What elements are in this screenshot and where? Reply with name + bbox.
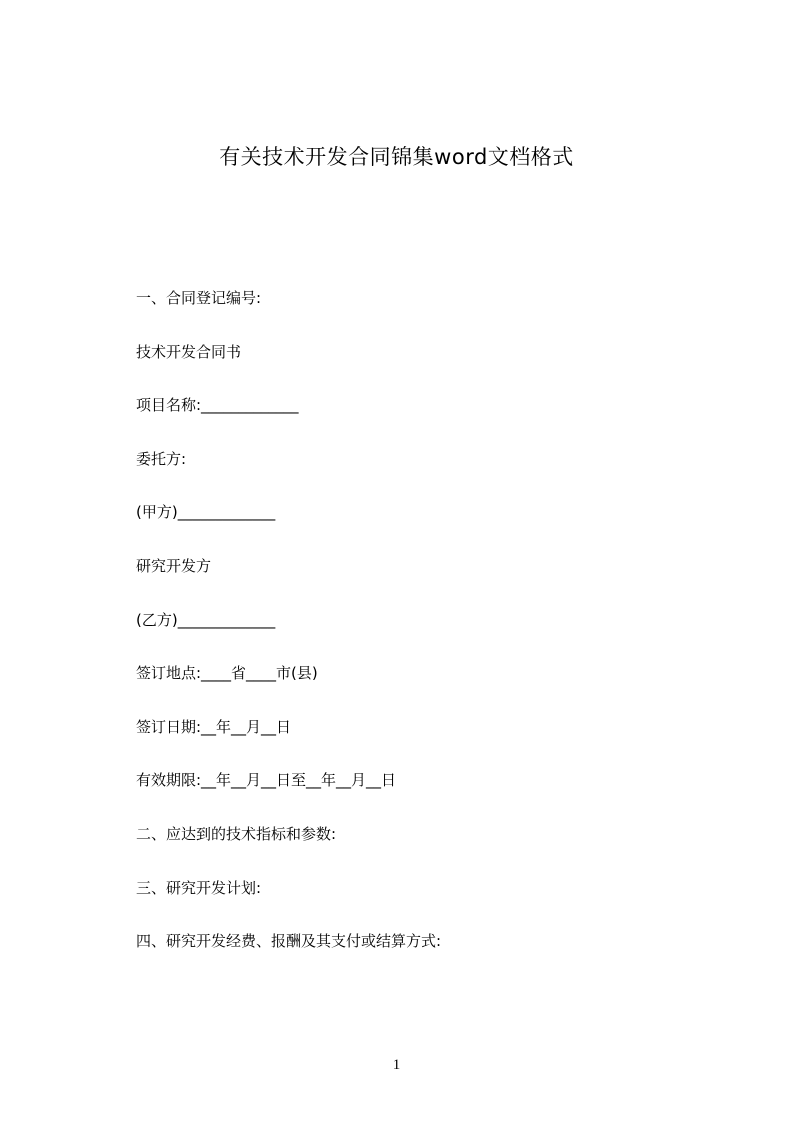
document-body bbox=[136, 287, 696, 984]
document-title: 有关技术开发合同锦集word文档格式 bbox=[219, 145, 574, 169]
section-development-plan: 三、研究开发计划: bbox=[136, 878, 262, 897]
line-project-name: 项目名称:_____________ bbox=[136, 396, 299, 415]
line-validity-period: 有效期限:__年__月__日至__年__月__日 bbox=[136, 771, 397, 790]
line-client-label: 委托方: bbox=[136, 449, 187, 468]
section-funding-payment: 四、研究开发经费、报酬及其支付或结算方式: bbox=[136, 932, 442, 951]
line-signing-place: 签订地点:____省____市(县) bbox=[136, 664, 318, 683]
line-developer-label: 研究开发方 bbox=[136, 556, 212, 575]
page-number: 1 bbox=[392, 1057, 401, 1073]
line-contract-registration-number: 一、合同登记编号: bbox=[136, 289, 262, 307]
line-contract-heading: 技术开发合同书 bbox=[136, 342, 242, 361]
section-technical-indicators: 二、应达到的技术指标和参数: bbox=[136, 824, 337, 843]
line-signing-date: 签订日期:__年__月__日 bbox=[136, 717, 292, 736]
line-party-b: (乙方)_____________ bbox=[136, 610, 276, 629]
line-party-a: (甲方)_____________ bbox=[136, 503, 276, 522]
